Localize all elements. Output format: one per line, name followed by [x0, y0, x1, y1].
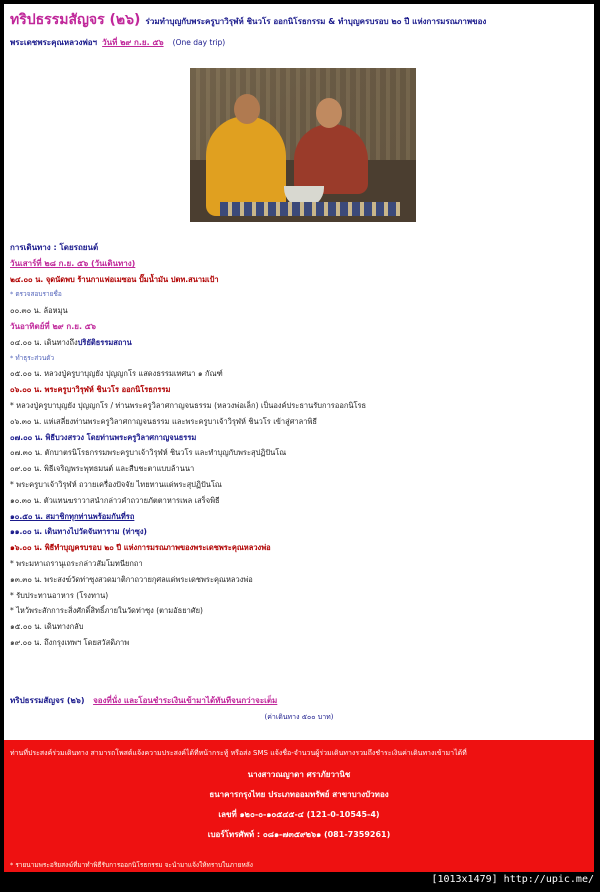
itinerary-row [10, 509, 590, 525]
contact-bank: ธนาคารกรุงไทย ประเภทออมทรัพย์ สาขาบางบัวทอง [209, 790, 389, 799]
itinerary-row [10, 524, 590, 540]
itinerary-row [10, 319, 590, 335]
itinerary-text: ๑๑.๐๐ น. เดินทางไปวัดจันทาราม (ท่าซุง) [10, 527, 147, 537]
itinerary-text: ๑๕.๐๐ น. เดินทางกลับ [10, 622, 84, 632]
itinerary-bold-tail: ปริยัติธรรมสถาน [77, 337, 132, 347]
contact-box [4, 740, 594, 872]
footer-label: ทริปธรรมสัญจร (๒๖) [10, 696, 85, 705]
itinerary-row [10, 398, 590, 414]
contact-account: เลขที่ ๑๒๐-๐-๑๐๕๔๕-๔ (121-0-10545-4) [218, 810, 380, 819]
itinerary-row [10, 556, 590, 572]
itinerary-text: ๑๐.๓๐ น. ตัวแทนฆราวาสนำกล่าวคำถวายภัตตาหารเพล เสร็จพิธี [10, 495, 220, 505]
itinerary-text: * หลวงปู่ครูบาบุญยัง ปุญญกโร / ท่านพระครูวิลาศกาญจนธรรม (หลวงพ่อเล็ก) เป็นองค์ประธานรับการออกนิโรธ [10, 400, 367, 410]
itinerary-text: ๐๐.๓๐ น. ล้อหมุน [10, 306, 68, 316]
itinerary-row [10, 335, 590, 351]
itinerary-row [10, 619, 590, 635]
itinerary-row [10, 635, 590, 651]
itinerary-text: ๐๙.๐๐ น. พิธีเจริญพระพุทธมนต์ และสืบชะตาแบบล้านนา [10, 464, 195, 474]
itinerary-text: * พระครูบาเจ้าวิรุฬห์ ถวายเครื่องปัจจัย ไทยทานแด่พระสุปฏิปันโณ [10, 479, 222, 489]
itinerary-text: วันอาทิตย์ที่ ๒๙ ก.ย. ๕๖ [10, 321, 96, 331]
itinerary-row [10, 366, 590, 382]
itinerary-text: * ทำธุระส่วนตัว [10, 353, 55, 362]
trip-cost: (ค่าเดินทาง ๕๐๐ บาท) [264, 713, 334, 721]
itinerary-row [10, 240, 590, 256]
contact-phone: เบอร์โทรศัพท์ : ๐๘๑-๗๓๕๙๒๖๑ (081-7359261) [207, 830, 391, 839]
itinerary-row [10, 430, 590, 446]
page-frame [4, 4, 594, 872]
page-title: ทริปธรรมสัญจร (๒๖) [10, 12, 141, 28]
itinerary-text: การเดินทาง : โดยรถยนต์ [10, 243, 99, 252]
itinerary-row [10, 477, 590, 493]
itinerary-row [10, 272, 590, 288]
itinerary-text: ๐๗.๓๐ น. ตักบาตรนิโรธกรรมพระครูบาเจ้าวิรุฬห์ ชินวโร และทำบุญกับพระสุปฏิปันโณ [10, 448, 287, 458]
itinerary-text: ๒๔.๐๐ น. จุดนัดพบ ร้านกาแฟอเมซอน ปั๊มน้ำมัน ปตท.สนามเป้า [10, 274, 219, 284]
itinerary-row [10, 351, 590, 367]
subtitle-part1: ร่วมทำบุญกับพระครูบาวิรุฬห์ ชินวโร ออกนิโรธกรรม & ทำบุญครบรอบ ๒๐ ปี แห่งการมรณภาพของ [145, 17, 487, 26]
itinerary-text: * ตรวจสอบรายชื่อ [10, 290, 62, 299]
monks-photo [190, 68, 416, 222]
itinerary-row [10, 256, 590, 272]
itinerary-text: ๐๖.๐๐ น. พระครูบาวิรุฬห์ ชินวโร ออกนิโรธกรรม [10, 385, 171, 395]
trip-date: วันที่ ๒๙ ก.ย. ๕๖ [102, 38, 164, 47]
itinerary-text: ๑๐.๕๐ น. สมาชิกทุกท่านพร้อมกันที่รถ [10, 511, 135, 521]
itinerary-text: ๐๕.๐๐ น. หลวงปู่ครูบาบุญยัง ปุญญกโร แสดงธรรมเทศนา ๑ กัณฑ์ [10, 369, 223, 379]
booking-link[interactable]: จองที่นั่ง และโอนชำระเงินเข้ามาได้ทันทีจนกว่าจะเต็ม [93, 696, 278, 705]
itinerary-text: * พระมหาเถรานุเถระกล่าวสัมโมทนียกถา [10, 558, 143, 568]
booking-line [10, 694, 277, 707]
header [4, 4, 594, 52]
itinerary-text: ๐๗.๐๐ น. พิธีบวงสรวง โดยท่านพระครูวิลาศกาญจนธรรม [10, 432, 197, 442]
itinerary-row [10, 572, 590, 588]
contact-instructions: ท่านที่ประสงค์ร่วมเดินทาง สามารถโพสต์แจ้งความประสงค์ได้ที่หน้ากระทู้ หรือส่ง SMS แจ้งชื่อ-จำนวนผู้ร่วมเดินทางรวมถึงชำระเงินค่าเดินทางเข้ามาได้ที่ [10, 749, 467, 757]
itinerary-text: ๐๔.๐๐ น. เดินทางถึง [10, 337, 78, 347]
trip-type: (One day trip) [172, 38, 226, 47]
itinerary-text: * รับประทานอาหาร (โรงทาน) [10, 590, 109, 600]
subtitle-part2: พระเดชพระคุณหลวงพ่อฯ [10, 38, 98, 47]
itinerary-row [10, 382, 590, 398]
itinerary-text: * ไหว้พระสักการะสิ่งศักดิ์สิทธิ์ภายในวัดท่าซุง (ตามอัธยาศัย) [10, 606, 203, 616]
itinerary-row [10, 287, 590, 303]
itinerary-row [10, 603, 590, 619]
itinerary-row [10, 540, 590, 556]
itinerary-row [10, 493, 590, 509]
itinerary-text: ๑๓.๓๐ น. พระสงฆ์วัดท่าซุงสวดมาติกาถวายกุศลแด่พระเดชพระคุณหลวงพ่อ [10, 574, 253, 584]
itinerary-text: ๑๙.๐๐ น. ถึงกรุงเทพฯ โดยสวัสดิภาพ [10, 637, 130, 647]
itinerary-text: ๑๖.๐๐ น. พิธีทำบุญครบรอบ ๒๐ ปี แห่งการมรณภาพของพระเดชพระคุณหลวงพ่อ [10, 543, 271, 553]
contact-name: นางสาวณญาดา ศราภัยวานิช [247, 770, 351, 779]
itinerary-row [10, 461, 590, 477]
itinerary-row [10, 445, 590, 461]
itinerary-row [10, 588, 590, 604]
itinerary-list [10, 240, 590, 651]
itinerary-text: ๐๖.๓๐ น. แห่เสลี่ยงท่านพระครูวิลาศกาญจนธรรม และพระครูบาเจ้าวิรุฬห์ ชินวโร เข้าสู่ศาลาพิธี [10, 416, 318, 426]
contact-note: * รายนามพระอริยสงฆ์ที่มาทำพิธีรับการออกนิโรธกรรม จะนำมาแจ้งให้ทราบในภายหลัง [10, 861, 253, 869]
itinerary-row [10, 414, 590, 430]
itinerary-row [10, 303, 590, 319]
image-watermark: [1013x1479] http://upic.me/ [431, 874, 594, 885]
itinerary-text: วันเสาร์ที่ ๒๘ ก.ย. ๕๖ (วันเดินทาง) [10, 258, 136, 268]
